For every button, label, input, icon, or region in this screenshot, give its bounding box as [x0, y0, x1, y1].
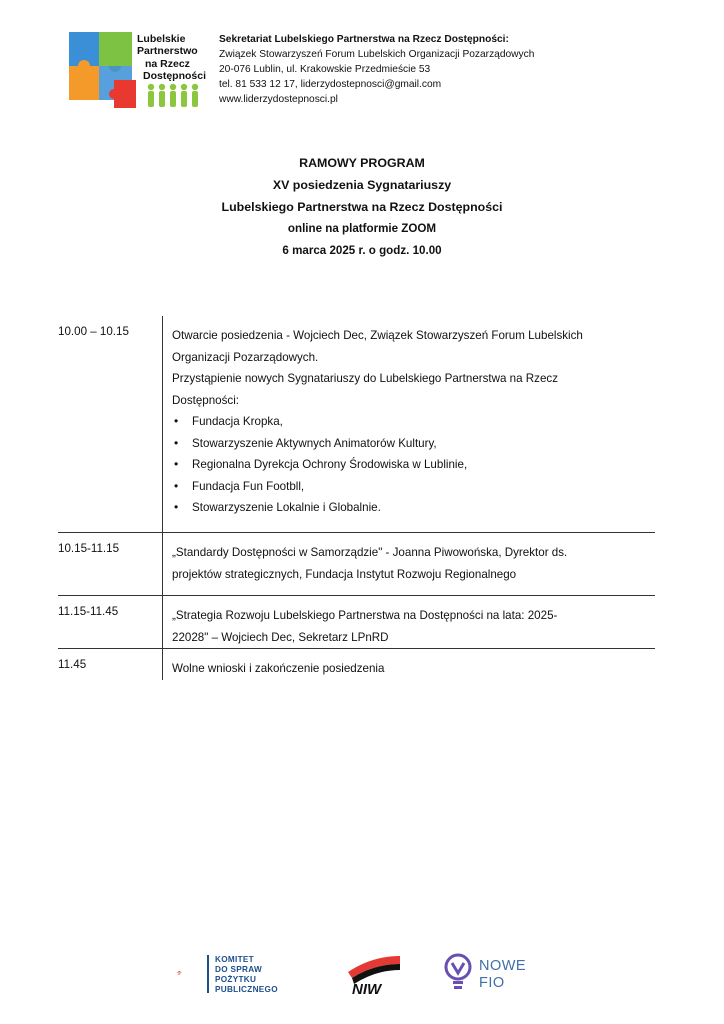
- list-item: • Regionalna Dyrekcja Ochrony Środowiska w Lublinie,: [172, 454, 655, 476]
- kpp-line: POŻYTKU: [215, 975, 257, 984]
- list-item: • Fundacja Fun Footbll,: [172, 476, 655, 498]
- agenda-row: [58, 316, 655, 532]
- fio-logo-text: [479, 958, 526, 992]
- agenda-text: 22028" – Wojciech Dec, Sekretarz LPnRD: [172, 630, 389, 644]
- agenda-text: „Strategia Rozwoju Lubelskiego Partnerstwa na Dostępności na lata: 2025-: [172, 609, 558, 622]
- niw-logo: [342, 952, 406, 996]
- agenda-text: Dostępności:: [172, 393, 240, 407]
- agenda-row: [58, 595, 655, 648]
- logo-line: Lubelskie: [137, 33, 186, 45]
- agenda-row: [58, 532, 655, 595]
- website-line: www.liderzydostepnosci.pl: [219, 94, 338, 105]
- kpp-line: DO SPRAW: [215, 965, 262, 974]
- kpp-logo-text: [215, 955, 278, 995]
- new-signatories-list: [172, 411, 655, 519]
- kpp-eagle-icon: [176, 965, 204, 985]
- agenda-text: Przystąpienie nowych Sygnatariuszy do Lubelskiego Partnerstwa na Rzecz: [172, 372, 559, 385]
- niw-label: NIW: [352, 981, 382, 996]
- logo-line: na Rzecz: [145, 57, 190, 70]
- fio-line: FIO: [479, 975, 505, 991]
- agenda-text: projektów strategicznych, Fundacja Instytut Rozwoju Regionalnego: [172, 567, 517, 581]
- address-line: 20-076 Lublin, ul. Krakowskie Przedmieście 53: [219, 64, 431, 75]
- list-item: • Fundacja Kropka,: [172, 411, 655, 433]
- agenda-time: 11.45: [58, 658, 87, 671]
- contact-line: tel. 81 533 12 17, liderzydostepnosci@gmail.com: [219, 79, 442, 90]
- secretariat-title: Sekretariat Lubelskiego Partnerstwa na Rzecz Dostępności:: [219, 34, 509, 45]
- agenda-text: Otwarcie posiedzenia - Wojciech Dec, Związek Stowarzyszeń Forum Lubelskich: [172, 329, 583, 342]
- agenda-time: 10.00 – 10.15: [58, 325, 129, 338]
- kpp-line: PUBLICZNEGO: [215, 985, 278, 994]
- agenda-content: [172, 596, 655, 648]
- title-line: online na platformie ZOOM: [287, 222, 437, 235]
- agenda-content: [172, 316, 655, 519]
- address-line: Związek Stowarzyszeń Forum Lubelskich Organizacji Pozarządowych: [219, 49, 535, 60]
- logo-line: Partnerstwo: [137, 45, 198, 58]
- agenda-text: „Standardy Dostępności w Samorządzie" - Joanna Piwowońska, Dyrektor ds.: [172, 546, 568, 559]
- secretariat-contact: [219, 32, 534, 107]
- kpp-line: KOMITET: [215, 955, 254, 964]
- title-line: RAMOWY PROGRAM: [299, 156, 425, 170]
- title-line: XV posiedzenia Sygnatariuszy: [272, 178, 452, 192]
- document-title: [0, 152, 724, 262]
- fio-lightbulb-icon: [443, 953, 473, 991]
- list-item: • Stowarzyszenie Lokalnie i Globalnie.: [172, 497, 655, 519]
- logo-wordmark: [137, 33, 206, 82]
- agenda-text: Organizacji Pozarządowych.: [172, 350, 319, 364]
- kpp-divider: [207, 955, 209, 993]
- agenda-content: [172, 649, 655, 680]
- agenda-content: [172, 533, 655, 585]
- agenda-table: [58, 316, 655, 683]
- agenda-time: 10.15-11.15: [58, 542, 120, 555]
- title-line: 6 marca 2025 r. o godz. 10.00: [282, 244, 442, 257]
- agenda-text: Wolne wnioski i zakończenie posiedzenia: [172, 662, 385, 675]
- list-item: • Stowarzyszenie Aktywnych Animatorów Kultury,: [172, 433, 655, 455]
- title-line: Lubelskiego Partnerstwa na Rzecz Dostępności: [221, 200, 503, 214]
- agenda-row: [58, 648, 655, 683]
- fio-line: NOWE: [479, 958, 527, 974]
- people-icon: [146, 82, 200, 108]
- logo-line: Dostępności: [143, 69, 207, 82]
- agenda-time: 11.15-11.45: [58, 605, 119, 618]
